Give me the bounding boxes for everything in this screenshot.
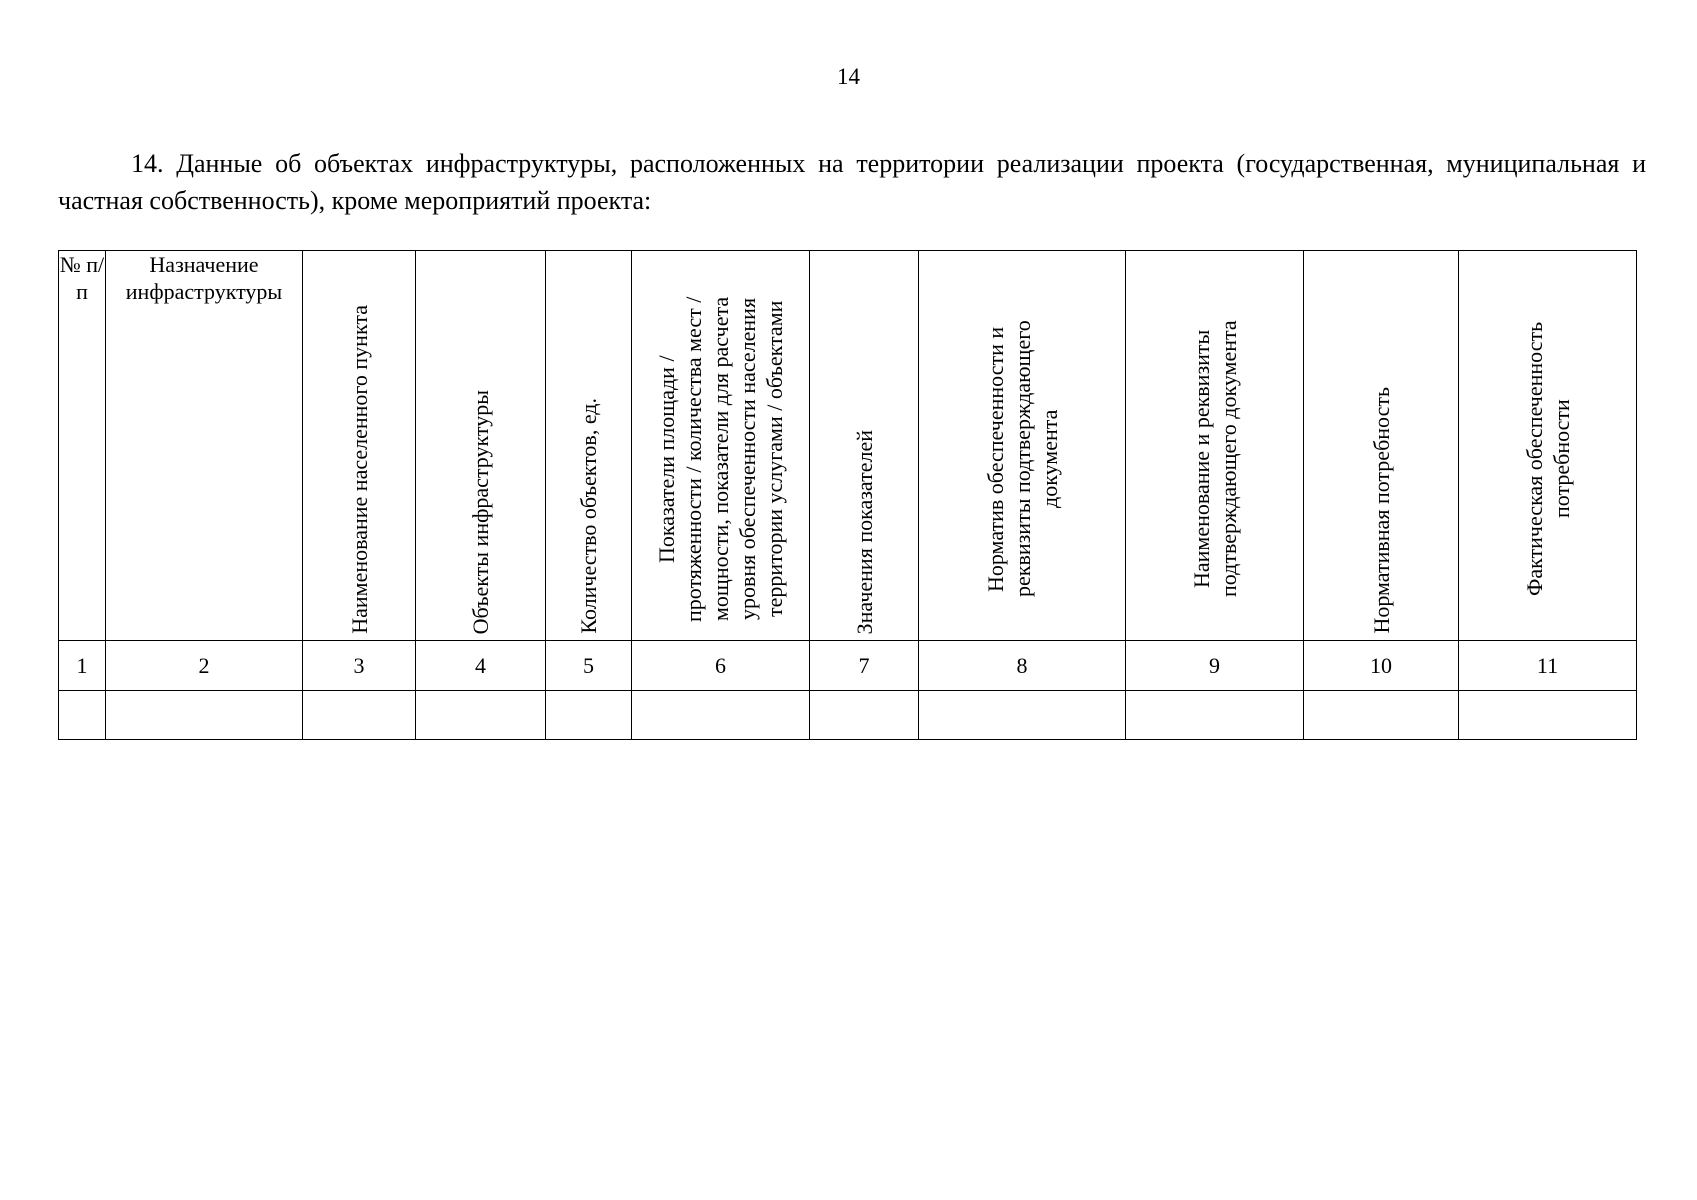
table-cell xyxy=(632,691,810,740)
column-number-cell: 2 xyxy=(106,641,303,691)
header-label: Показатели площади / протяженности / количества мест / мощности, показатели для расчета уровня обеспеченности населения территории услугами / объектами xyxy=(654,296,787,622)
header-cell-document-details xyxy=(1126,251,1304,641)
section-intro-paragraph: 14. Данные об объектах инфраструктуры, расположенных на территории реализации проекта (государственная, муниципальная и частная собственность), кроме мероприятий проекта: xyxy=(58,149,1646,215)
header-label: Назначение инфраструктуры xyxy=(125,252,283,304)
header-cell-indicators xyxy=(632,251,810,641)
column-number-row xyxy=(59,641,1637,691)
table-cell xyxy=(303,691,416,740)
header-label: Объекты инфраструктуры xyxy=(468,389,493,634)
column-number-cell: 11 xyxy=(1459,641,1637,691)
header-label: Количество объектов, ед. xyxy=(576,398,601,634)
header-label: Наименование и реквизиты подтверждающего документа xyxy=(1188,320,1241,598)
table-cell xyxy=(919,691,1126,740)
table-cell xyxy=(1459,691,1637,740)
table-cell xyxy=(416,691,546,740)
header-label: Нормативная потребность xyxy=(1368,387,1394,634)
column-number-cell: 8 xyxy=(919,641,1126,691)
header-label: Норматив обеспеченности и реквизиты подтверждающего документа xyxy=(982,320,1062,598)
header-label: Значения показателей xyxy=(851,429,877,634)
header-cell-infrastructure-purpose xyxy=(106,251,303,641)
header-label: Фактическая обеспеченность потребности xyxy=(1521,321,1574,597)
table-cell xyxy=(546,691,632,740)
header-label: № п/п xyxy=(59,252,105,304)
column-number-cell: 9 xyxy=(1126,641,1304,691)
table-header-row xyxy=(59,251,1637,641)
table-cell xyxy=(106,691,303,740)
column-number-cell: 3 xyxy=(303,641,416,691)
header-cell-indicator-values xyxy=(810,251,919,641)
column-number-cell: 4 xyxy=(416,641,546,691)
header-cell-settlement-name xyxy=(303,251,416,641)
header-cell-normative-need xyxy=(1304,251,1459,641)
column-number-cell: 6 xyxy=(632,641,810,691)
column-number-cell: 7 xyxy=(810,641,919,691)
header-label: Наименование населенного пункта xyxy=(346,305,372,634)
header-cell-provision-norm xyxy=(919,251,1126,641)
header-cell-infrastructure-objects xyxy=(416,251,546,641)
table-row xyxy=(59,691,1637,740)
infrastructure-table xyxy=(58,250,1637,740)
header-cell-object-count xyxy=(546,251,632,641)
column-number-cell: 10 xyxy=(1304,641,1459,691)
page-number: 14 xyxy=(837,64,860,89)
table-cell xyxy=(810,691,919,740)
table-cell xyxy=(1304,691,1459,740)
table-cell xyxy=(1126,691,1304,740)
table-cell xyxy=(59,691,106,740)
header-cell-actual-provision xyxy=(1459,251,1637,641)
column-number-cell: 1 xyxy=(59,641,106,691)
column-number-cell: 5 xyxy=(546,641,632,691)
header-cell-number xyxy=(59,251,106,641)
